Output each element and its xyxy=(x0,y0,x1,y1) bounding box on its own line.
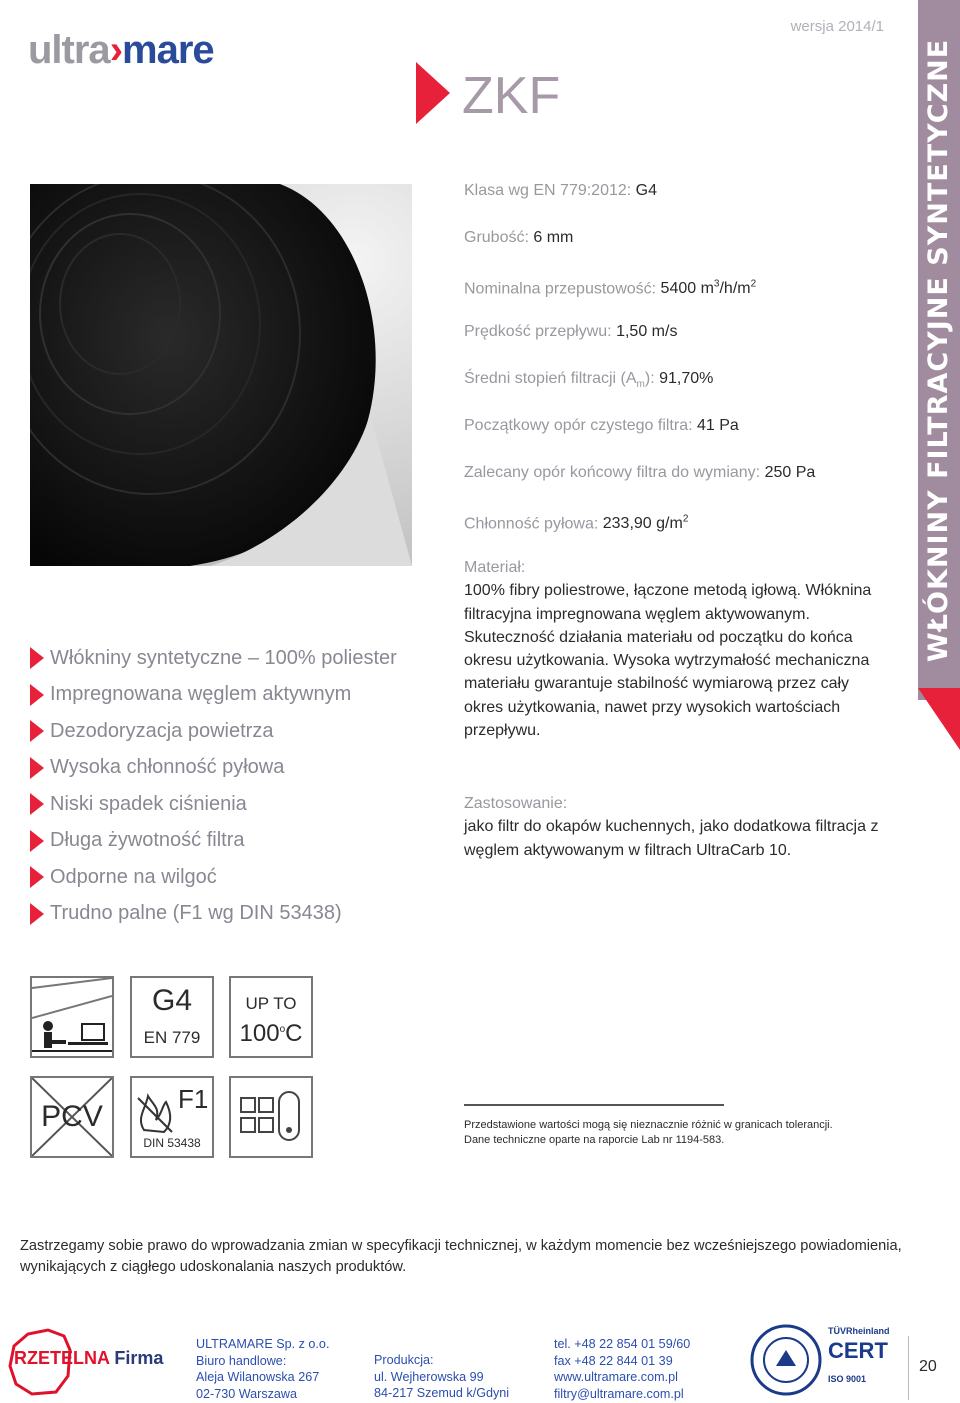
bullet-triangle-icon xyxy=(30,830,44,852)
pcv-text: PCV xyxy=(41,1100,103,1133)
address-line: Produkcja: xyxy=(374,1353,434,1367)
fire-class-text: F1 xyxy=(178,1084,209,1114)
spec-value-main: 5400 m xyxy=(660,280,714,298)
application-text: jako filtr do okapów kuchennych, jako dodatkowa filtracja z węglem aktywowanym w filtrach UltraCarb 10. xyxy=(464,818,879,859)
feature-text: Trudno palne (F1 wg DIN 53438) xyxy=(50,902,342,925)
ultramare-logo xyxy=(28,28,214,72)
spec-value: 1,50 m/s xyxy=(616,323,678,340)
spec-value-sup: 2 xyxy=(750,279,757,290)
spec-value: 6 mm xyxy=(533,229,574,246)
temperature-unit: C xyxy=(285,1020,303,1047)
temperature-text xyxy=(231,1020,311,1048)
email-link[interactable]: filtry@ultramare.com.pl xyxy=(554,1386,684,1401)
bullet-triangle-icon xyxy=(30,793,44,815)
change-notice: Zastrzegamy sobie prawo do wprowadzania zmian w specyfikacji technicznej, w każdym momencie bez wcześniejszego powiadomienia, wynikających z ciągłego udoskonalania naszych produktów. xyxy=(20,1238,902,1275)
spec-dust-capacity xyxy=(464,507,904,554)
disclaimer-line: Dane techniczne oparte na raporcie Lab nr 1194-583. xyxy=(464,1134,725,1146)
spec-value: G4 xyxy=(635,182,658,199)
badge-text-b: Firma xyxy=(109,1348,164,1368)
cert-label: CERT xyxy=(828,1338,888,1363)
temperature-degree: o xyxy=(279,1024,286,1035)
spec-initial-resistance xyxy=(464,413,904,460)
spec-value xyxy=(661,280,757,297)
tuv-seal-icon xyxy=(748,1322,826,1400)
filter-class-text: G4 xyxy=(151,984,193,1017)
logo-arrow-icon: › xyxy=(109,28,123,72)
badge-text xyxy=(14,1348,163,1369)
list-item xyxy=(30,786,430,823)
phone-text: tel. +48 22 854 01 59/60 xyxy=(554,1337,691,1351)
fax-text: fax +48 22 844 01 39 xyxy=(554,1353,673,1368)
tolerance-disclaimer xyxy=(464,1118,904,1148)
iso-label: ISO 9001 xyxy=(828,1374,867,1384)
feature-text: Długa żywotność filtra xyxy=(50,829,245,852)
spec-label: Klasa wg EN 779:2012: xyxy=(464,182,632,199)
bullet-triangle-icon xyxy=(30,903,44,925)
feature-text: Impregnowana węglem aktywnym xyxy=(50,683,352,706)
upto-text: UP TO xyxy=(245,994,297,1013)
filter-class-badge xyxy=(130,976,214,1058)
list-item xyxy=(30,750,430,787)
material-text: 100% fibry poliestrowe, łączone metodą igłową. Włóknina filtracyjna impregnowana węglem aktywowanym. Skuteczność działania materiału od początku do końca okresu użytkowania. Wysoka wytrzymałość mechaniczna materiału gwarantuje stabilność wymiarową przez cały okres użytkowania, nawet przy wysokich wartościach przepływu. xyxy=(464,582,872,740)
logo-mare: mare xyxy=(122,28,214,72)
spec-value: 91,70% xyxy=(659,370,714,387)
address-line: 84-217 Szemud k/Gdyni xyxy=(374,1386,510,1400)
bullet-triangle-icon xyxy=(30,720,44,742)
list-item xyxy=(30,859,430,896)
spec-final-resistance xyxy=(464,460,904,507)
application-section xyxy=(464,792,884,862)
material-section xyxy=(464,556,884,742)
spec-efficiency xyxy=(464,366,904,413)
feature-text: Niski spadek ciśnienia xyxy=(50,792,247,815)
page-number: 20 xyxy=(919,1358,937,1375)
spec-label: Nominalna przepustowość: xyxy=(464,280,657,298)
spec-value-sup: 3 xyxy=(713,279,720,290)
feature-list xyxy=(30,640,430,932)
spec-label: Początkowy opór czystego filtra: xyxy=(464,417,693,434)
temperature-badge xyxy=(229,976,313,1058)
spec-throughput xyxy=(464,272,904,319)
fire-class-badge xyxy=(130,1076,214,1158)
feature-text: Dezodoryzacja powietrza xyxy=(50,719,274,742)
spec-label xyxy=(464,370,655,391)
spec-label-b: ): xyxy=(644,370,655,387)
spec-value-mid: /h/m xyxy=(719,280,751,298)
address-line: Aleja Wilanowska 267 xyxy=(196,1370,320,1384)
spec-value-main: 233,90 g/m xyxy=(602,515,683,533)
spec-label: Grubość: xyxy=(464,229,529,246)
spec-thickness xyxy=(464,225,904,272)
din-text: DIN 53438 xyxy=(143,1136,201,1150)
material-heading: Materiał: xyxy=(464,559,526,576)
spec-label: Zalecany opór końcowy filtra do wymiany: xyxy=(464,464,761,481)
side-category-text: WŁÓKNINY FILTRACYJNE SYNTETYCZNE xyxy=(923,38,955,662)
product-photo xyxy=(30,184,412,566)
product-title: ZKF xyxy=(462,67,561,125)
list-item xyxy=(30,677,430,714)
side-category-label xyxy=(918,0,960,700)
spec-value xyxy=(603,515,689,532)
feature-text: Odporne na wilgoć xyxy=(50,865,217,888)
bullet-triangle-icon xyxy=(30,684,44,706)
divider xyxy=(464,1104,724,1106)
production-address xyxy=(374,1352,509,1402)
address-line: ULTRAMARE Sp. z o.o. xyxy=(196,1337,330,1351)
spec-list xyxy=(464,178,904,554)
page-number-box xyxy=(908,1336,960,1400)
spec-value: 41 Pa xyxy=(697,417,739,434)
list-item xyxy=(30,640,430,677)
list-item xyxy=(30,896,430,933)
spec-label: Chłonność pyłowa: xyxy=(464,515,599,533)
website-link[interactable]: www.ultramare.com.pl xyxy=(554,1370,678,1384)
version-label: wersja 2014/1 xyxy=(790,18,884,35)
rzetelna-firma-badge xyxy=(8,1326,168,1398)
spec-value: 250 Pa xyxy=(764,464,816,481)
disclaimer-line: Przedstawione wartości mogą się nieznacznie różnić w granicach tolerancji. xyxy=(464,1119,833,1131)
spec-label-a: Średni stopień filtracji (A xyxy=(464,370,637,387)
bullet-triangle-icon xyxy=(30,866,44,888)
badge-text-a: RZETELNA xyxy=(14,1348,110,1368)
filter-standard-text: EN 779 xyxy=(143,1028,201,1047)
bullet-triangle-icon xyxy=(30,757,44,779)
certification-badges xyxy=(748,1322,908,1400)
contact-info xyxy=(554,1336,690,1402)
no-pcv-badge xyxy=(30,1076,114,1158)
address-line: Biuro handlowe: xyxy=(196,1353,287,1368)
spec-label-sub: m xyxy=(636,379,645,391)
application-heading: Zastosowanie: xyxy=(464,795,568,812)
temperature-value: 100 xyxy=(239,1020,280,1047)
feature-text: Włókniny syntetyczne – 100% poliester xyxy=(50,646,397,669)
list-item xyxy=(30,823,430,860)
feature-text: Wysoka chłonność pyłowa xyxy=(50,756,285,779)
logo-ultra: ultra xyxy=(28,28,110,72)
list-item xyxy=(30,713,430,750)
roll-sheets-graphic xyxy=(231,1078,311,1156)
spec-label: Prędkość przepływu: xyxy=(464,323,612,340)
address-line: ul. Wejherowska 99 xyxy=(374,1369,484,1384)
indoor-use-graphic xyxy=(32,978,112,1056)
indoor-use-icon xyxy=(30,976,114,1058)
roll-format-icon xyxy=(229,1076,313,1158)
title-arrow-icon xyxy=(416,62,450,124)
spec-class xyxy=(464,178,904,225)
spec-value-sup: 2 xyxy=(682,514,689,525)
bullet-triangle-icon xyxy=(30,647,44,669)
company-address xyxy=(196,1336,329,1402)
address-line: 02-730 Warszawa xyxy=(196,1386,298,1401)
spec-velocity xyxy=(464,319,904,366)
tuv-label: TÜVRheinland xyxy=(828,1326,890,1336)
